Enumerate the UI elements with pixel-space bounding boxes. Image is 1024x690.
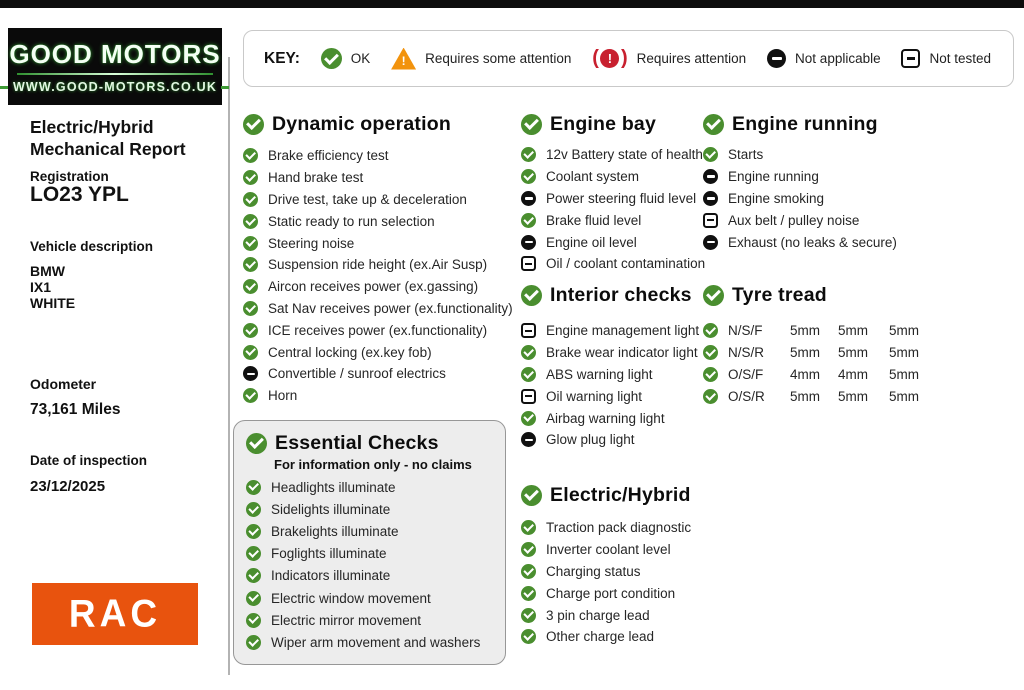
status-icon xyxy=(703,389,718,404)
section-status-icon xyxy=(246,433,267,454)
section-status-icon xyxy=(703,285,724,306)
good-motors-website-url: WWW.GOOD-MOTORS.CO.UK xyxy=(12,80,218,94)
check-item xyxy=(703,231,897,253)
tyre-tread-depth: 5mm xyxy=(889,388,919,404)
check-item-label: Engine smoking xyxy=(728,190,825,206)
status-icon xyxy=(246,524,261,539)
check-item xyxy=(243,276,513,298)
status-icon xyxy=(521,235,536,250)
check-item xyxy=(521,539,691,561)
check-item xyxy=(243,319,513,341)
section-electric-hybrid xyxy=(521,481,691,648)
check-list xyxy=(246,476,493,654)
status-icon xyxy=(243,323,258,338)
check-item-label: Indicators illuminate xyxy=(271,568,391,584)
alert-brake-warning-icon xyxy=(592,47,627,70)
check-item-label: Drive test, take up & deceleration xyxy=(268,191,467,207)
section-title: Tyre tread xyxy=(732,283,827,306)
check-item-label: Charging status xyxy=(546,563,641,579)
check-list xyxy=(521,144,705,275)
check-item xyxy=(521,231,705,253)
essential-checks-subtitle: For information only - no claims xyxy=(274,457,472,472)
tyre-tread-depth: 5mm xyxy=(838,345,868,361)
status-icon xyxy=(246,546,261,561)
status-icon xyxy=(521,586,536,601)
check-item-label: Power steering fluid level xyxy=(546,190,697,206)
logo-dash-right xyxy=(221,86,229,89)
key-item-ok xyxy=(321,48,371,69)
tyre-tread-list xyxy=(703,320,927,407)
check-item xyxy=(521,188,705,210)
section-title: Interior checks xyxy=(550,283,692,306)
status-icon xyxy=(521,389,536,404)
status-icon xyxy=(703,367,718,382)
status-icon xyxy=(521,345,536,360)
status-icon xyxy=(521,323,536,338)
check-item-label: Aircon receives power (ex.gassing) xyxy=(268,279,479,295)
status-icon xyxy=(521,629,536,644)
status-icon xyxy=(521,213,536,228)
check-item-label: Steering noise xyxy=(268,235,355,251)
key-item-some-attention xyxy=(391,48,571,70)
status-icon xyxy=(521,367,536,382)
status-icon xyxy=(243,192,258,207)
registration-label: Registration xyxy=(30,169,109,184)
vehicle-description-lines xyxy=(30,263,75,311)
status-icon xyxy=(243,279,258,294)
key-legend-row xyxy=(244,31,1013,86)
check-item-label: Headlights illuminate xyxy=(271,479,396,495)
check-item-label: Other charge lead xyxy=(546,629,655,645)
check-item-label: 12v Battery state of health xyxy=(546,147,703,163)
tyre-position-label: N/S/R xyxy=(728,345,765,361)
section-status-icon xyxy=(521,114,542,135)
tyre-position-label: O/S/R xyxy=(728,388,765,404)
section-header xyxy=(246,430,493,456)
status-icon xyxy=(703,323,718,338)
key-item-label: OK xyxy=(350,51,371,66)
tyre-tread-depth: 4mm xyxy=(790,366,820,382)
check-item xyxy=(246,609,493,631)
check-item-label: Hand brake test xyxy=(268,170,364,186)
check-item xyxy=(703,188,897,210)
section-engine-running xyxy=(703,110,897,253)
tyre-tread-row xyxy=(703,385,927,407)
check-item-label: Engine management light xyxy=(546,323,700,339)
check-item-label: Aux belt / pulley noise xyxy=(728,212,860,228)
report-title-line2: Mechanical Report xyxy=(30,139,186,159)
report-title xyxy=(30,116,186,160)
check-item-label: Sat Nav receives power (ex.functionality) xyxy=(268,300,513,316)
status-icon xyxy=(521,520,536,535)
check-item-label: Suspension ride height (ex.Air Susp) xyxy=(268,257,488,273)
tyre-tread-depth: 5mm xyxy=(838,323,868,339)
rac-logo-text: RAC xyxy=(68,591,162,635)
status-icon xyxy=(703,213,718,228)
tyre-tread-depth: 5mm xyxy=(889,345,919,361)
key-item-label: Not applicable xyxy=(795,51,881,66)
check-item xyxy=(521,253,705,275)
good-motors-logo-title: GOOD MOTORS xyxy=(9,39,221,69)
vehicle-description-label: Vehicle description xyxy=(30,239,154,254)
vehicle-description-line: IX1 xyxy=(30,279,52,295)
status-icon xyxy=(246,635,261,650)
section-header xyxy=(703,281,927,309)
status-icon xyxy=(521,608,536,623)
check-list xyxy=(521,517,691,648)
registration-value: LO23 YPL xyxy=(30,183,129,206)
check-item xyxy=(521,517,691,539)
check-item-label: Electric mirror movement xyxy=(271,612,422,628)
key-legend-title: KEY: xyxy=(264,49,300,67)
tyre-position-label: O/S/F xyxy=(728,366,764,382)
check-item-label: Charge port condition xyxy=(546,585,676,601)
odometer-label: Odometer xyxy=(30,376,97,392)
check-item xyxy=(243,232,513,254)
check-item-label: ICE receives power (ex.functionality) xyxy=(268,322,488,338)
check-item-label: Foglights illuminate xyxy=(271,546,387,562)
check-item xyxy=(246,520,493,542)
check-item xyxy=(243,167,513,189)
check-item xyxy=(243,363,513,385)
status-icon xyxy=(521,542,536,557)
section-header xyxy=(521,281,699,309)
status-icon xyxy=(243,388,258,403)
check-item-label: Glow plug light xyxy=(546,432,635,448)
check-item xyxy=(521,626,691,648)
sidebar-divider xyxy=(228,57,230,675)
vehicle-description-line: WHITE xyxy=(30,295,76,311)
check-item-label: Brake fluid level xyxy=(546,212,642,228)
check-item-label: Traction pack diagnostic xyxy=(546,520,692,536)
check-item xyxy=(243,210,513,232)
check-item-label: Wiper arm movement and washers xyxy=(271,634,481,650)
not-applicable-icon xyxy=(767,49,786,68)
inspection-date-label: Date of inspection xyxy=(30,453,148,468)
check-item xyxy=(521,209,705,231)
check-item xyxy=(521,144,705,166)
tyre-tread-depth: 4mm xyxy=(838,366,868,382)
check-item-label: Engine running xyxy=(728,169,819,185)
section-tyre-tread xyxy=(703,281,927,407)
tyre-tread-row xyxy=(703,364,927,386)
check-item xyxy=(246,543,493,565)
check-list xyxy=(703,144,897,253)
not-tested-icon xyxy=(901,49,920,68)
section-title: Essential Checks xyxy=(275,431,439,454)
status-icon xyxy=(246,568,261,583)
check-item xyxy=(521,582,691,604)
check-item xyxy=(521,561,691,583)
check-item xyxy=(243,385,513,407)
tyre-tread-depth: 5mm xyxy=(790,323,820,339)
check-list xyxy=(243,145,513,407)
check-item-label: Central locking (ex.key fob) xyxy=(268,344,432,360)
section-header xyxy=(521,481,691,509)
section-title: Engine bay xyxy=(550,112,657,135)
check-item-label: Convertible / sunroof electrics xyxy=(268,366,446,382)
check-item-label: Oil / coolant contamination xyxy=(546,256,706,272)
tyre-position-label: N/S/F xyxy=(728,323,763,339)
check-item xyxy=(246,631,493,653)
logo-dash-left xyxy=(0,86,8,89)
status-icon xyxy=(521,432,536,447)
check-item-label: Engine oil level xyxy=(546,234,637,250)
section-status-icon xyxy=(703,114,724,135)
check-item-label: Brake wear indicator light xyxy=(546,345,698,361)
section-title: Engine running xyxy=(732,112,878,135)
check-item xyxy=(521,342,699,364)
status-icon xyxy=(703,169,718,184)
key-item-not-applicable xyxy=(767,49,881,68)
tyre-tread-depth: 5mm xyxy=(889,366,919,382)
section-status-icon xyxy=(521,485,542,506)
check-item xyxy=(521,320,699,342)
section-header xyxy=(521,110,705,138)
check-item-label: Oil warning light xyxy=(546,388,643,404)
status-icon xyxy=(243,366,258,381)
check-item-label: Brake efficiency test xyxy=(268,148,389,164)
check-item-label: 3 pin charge lead xyxy=(546,607,650,623)
status-icon xyxy=(521,191,536,206)
check-item-label: Brakelights illuminate xyxy=(271,523,399,539)
status-icon xyxy=(246,591,261,606)
section-status-icon xyxy=(243,114,264,135)
status-icon xyxy=(243,148,258,163)
check-item xyxy=(521,385,699,407)
section-title: Dynamic operation xyxy=(272,112,451,135)
status-icon xyxy=(703,147,718,162)
status-icon xyxy=(246,613,261,628)
status-icon xyxy=(243,257,258,272)
check-item-label: Horn xyxy=(268,388,298,404)
status-icon xyxy=(521,564,536,579)
status-icon xyxy=(703,235,718,250)
check-item-label: Inverter coolant level xyxy=(546,542,671,558)
status-icon xyxy=(243,301,258,316)
status-icon xyxy=(243,170,258,185)
status-icon xyxy=(521,411,536,426)
section-header xyxy=(703,110,897,138)
section-header xyxy=(243,110,513,138)
inspection-date-value: 23/12/2025 xyxy=(30,478,106,495)
check-item xyxy=(521,604,691,626)
section-interior-checks xyxy=(521,281,699,451)
check-list xyxy=(521,320,699,451)
check-item-label: Airbag warning light xyxy=(546,410,665,426)
status-icon xyxy=(243,345,258,360)
check-item xyxy=(243,298,513,320)
key-item-label: Requires some attention xyxy=(425,51,572,66)
check-item xyxy=(243,254,513,276)
key-item-label: Requires attention xyxy=(636,51,747,66)
odometer-value: 73,161 Miles xyxy=(30,401,121,418)
check-item xyxy=(243,145,513,167)
check-item xyxy=(703,209,897,231)
check-item-label: Static ready to run selection xyxy=(268,213,435,229)
tyre-tread-row xyxy=(703,342,927,364)
check-item xyxy=(246,587,493,609)
check-item xyxy=(703,166,897,188)
section-title: Electric/Hybrid xyxy=(550,483,691,506)
status-icon xyxy=(521,147,536,162)
check-item xyxy=(521,429,699,451)
tyre-tread-depth: 5mm xyxy=(838,388,868,404)
check-item-label: ABS warning light xyxy=(546,366,653,382)
status-icon xyxy=(246,502,261,517)
key-item-not-tested xyxy=(901,49,991,68)
section-dynamic-operation xyxy=(243,110,513,407)
rac-logo xyxy=(32,583,198,645)
logo-divider-line xyxy=(17,73,213,75)
key-item-attention xyxy=(592,47,746,70)
warning-triangle-icon xyxy=(391,48,416,70)
status-icon xyxy=(703,191,718,206)
report-title-line1: Electric/Hybrid xyxy=(30,117,154,137)
tyre-tread-row xyxy=(703,320,927,342)
section-status-icon xyxy=(521,285,542,306)
vehicle-description-line: BMW xyxy=(30,263,65,279)
check-item xyxy=(246,565,493,587)
status-icon xyxy=(521,169,536,184)
section-essential-checks xyxy=(233,420,506,665)
ok-check-icon xyxy=(321,48,342,69)
status-icon xyxy=(246,480,261,495)
check-item xyxy=(703,144,897,166)
check-item-label: Starts xyxy=(728,147,764,163)
tyre-tread-depth: 5mm xyxy=(889,323,919,339)
status-icon xyxy=(243,214,258,229)
section-engine-bay xyxy=(521,110,705,275)
status-icon xyxy=(703,345,718,360)
status-icon xyxy=(521,256,536,271)
check-item xyxy=(243,189,513,211)
check-item xyxy=(521,407,699,429)
key-item-label: Not tested xyxy=(929,51,991,66)
check-item xyxy=(243,341,513,363)
status-icon xyxy=(243,236,258,251)
check-item xyxy=(246,498,493,520)
check-item xyxy=(521,364,699,386)
tyre-tread-depth: 5mm xyxy=(790,388,820,404)
check-item xyxy=(246,476,493,498)
tyre-tread-depth: 5mm xyxy=(790,345,820,361)
check-item-label: Sidelights illuminate xyxy=(271,501,391,517)
check-item xyxy=(521,166,705,188)
check-item-label: Electric window movement xyxy=(271,590,431,606)
top-divider-strip xyxy=(0,0,1024,8)
key-legend xyxy=(243,30,1014,87)
good-motors-logo xyxy=(8,28,222,105)
check-item-label: Exhaust (no leaks & secure) xyxy=(728,234,897,250)
check-item-label: Coolant system xyxy=(546,169,640,185)
